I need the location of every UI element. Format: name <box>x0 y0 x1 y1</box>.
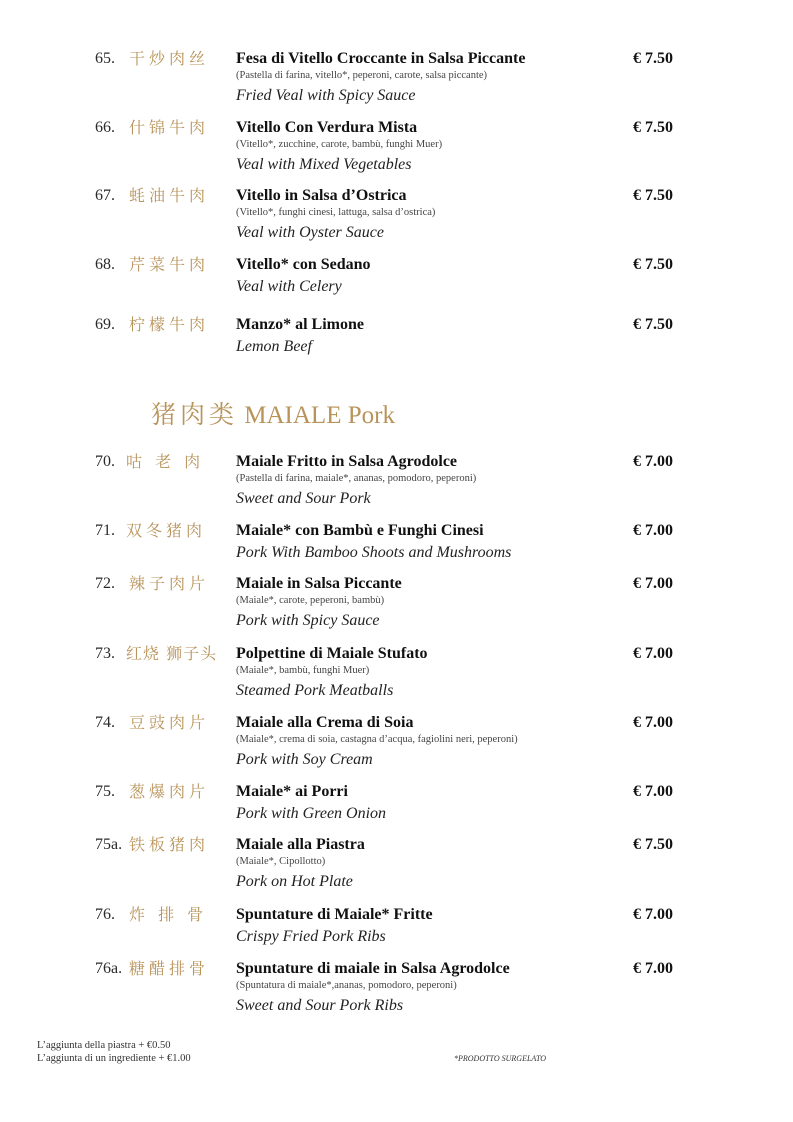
item-ingredients: (Spuntatura di maiale*,ananas, pomodoro, peperoni) <box>236 980 457 991</box>
frozen-product-note: *PRODOTTO SURGELATO <box>454 1054 547 1063</box>
item-number: 76a. <box>95 960 123 977</box>
item-number: 75. <box>95 783 115 800</box>
item-price: € 7.50 <box>633 50 673 67</box>
item-chinese-name: 豆豉肉片 <box>129 713 210 732</box>
item-price: € 7.50 <box>633 187 673 204</box>
item-italian-name: Maiale alla Crema di Soia <box>236 714 414 731</box>
item-english-name: Veal with Celery <box>236 278 342 295</box>
item-price: € 7.50 <box>633 119 673 136</box>
item-chinese-name: 炸 排 骨 <box>129 905 208 924</box>
item-number: 74. <box>95 714 115 731</box>
item-chinese-name: 双冬猪肉 <box>126 521 207 540</box>
section-chinese-title: 猪肉类 <box>151 400 239 429</box>
item-price: € 7.00 <box>633 453 673 470</box>
item-chinese-name: 辣子肉片 <box>129 574 210 593</box>
item-english-name: Pork with Green Onion <box>236 805 387 822</box>
item-english-name: Veal with Mixed Vegetables <box>236 156 412 173</box>
item-english-name: Lemon Beef <box>236 338 312 355</box>
item-chinese-name: 芹菜牛肉 <box>129 255 210 274</box>
item-number: 66. <box>95 119 115 136</box>
item-chinese-name: 红烧 狮子头 <box>126 644 218 663</box>
item-italian-name: Maiale alla Piastra <box>236 836 365 853</box>
item-chinese-name: 咕 老 肉 <box>126 452 205 471</box>
item-number: 65. <box>95 50 115 67</box>
item-price: € 7.50 <box>633 316 673 333</box>
item-italian-name: Maiale* ai Porri <box>236 783 348 800</box>
item-italian-name: Spuntature di Maiale* Fritte <box>236 906 433 923</box>
item-english-name: Fried Veal with Spicy Sauce <box>236 87 416 104</box>
item-price: € 7.00 <box>633 575 673 592</box>
item-italian-name: Fesa di Vitello Croccante in Salsa Piccante <box>236 50 526 67</box>
item-italian-name: Vitello Con Verdura Mista <box>236 119 418 136</box>
item-price: € 7.50 <box>633 256 673 273</box>
item-english-name: Pork With Bamboo Shoots and Mushrooms <box>236 544 512 561</box>
item-number: 75a. <box>95 836 123 853</box>
item-english-name: Pork on Hot Plate <box>236 873 353 890</box>
item-italian-name: Manzo* al Limone <box>236 316 364 333</box>
section-title: MAIALE Pork <box>244 402 395 429</box>
item-english-name: Steamed Pork Meatballs <box>236 682 394 699</box>
item-chinese-name: 蚝油牛肉 <box>129 186 210 205</box>
item-english-name: Sweet and Sour Pork <box>236 490 371 507</box>
item-english-name: Crispy Fried Pork Ribs <box>236 928 386 945</box>
item-italian-name: Vitello* con Sedano <box>236 256 371 273</box>
item-number: 69. <box>95 316 115 333</box>
item-english-name: Veal with Oyster Sauce <box>236 224 384 241</box>
item-price: € 7.00 <box>633 906 673 923</box>
item-ingredients: (Maiale*, carote, peperoni, bambù) <box>236 595 385 606</box>
item-chinese-name: 铁板猪肉 <box>129 835 210 854</box>
item-ingredients: (Maiale*, crema di soia, castagna d’acqua, fagiolini neri, peperoni) <box>236 734 518 745</box>
item-ingredients: (Vitello*, funghi cinesi, lattuga, salsa d’ostrica) <box>236 207 436 218</box>
item-number: 72. <box>95 575 115 592</box>
item-number: 68. <box>95 256 115 273</box>
item-ingredients: (Maiale*, Cipollotto) <box>236 856 326 867</box>
item-italian-name: Spuntature di maiale in Salsa Agrodolce <box>236 960 510 977</box>
item-italian-name: Maiale Fritto in Salsa Agrodolce <box>236 453 458 470</box>
item-chinese-name: 柠檬牛肉 <box>129 315 210 334</box>
item-chinese-name: 糖醋排骨 <box>129 959 210 978</box>
item-ingredients: (Pastella di farina, maiale*, ananas, pomodoro, peperoni) <box>236 473 477 484</box>
item-number: 73. <box>95 645 115 662</box>
item-chinese-name: 葱爆肉片 <box>129 782 210 801</box>
item-number: 76. <box>95 906 115 923</box>
item-italian-name: Maiale in Salsa Piccante <box>236 575 402 592</box>
item-chinese-name: 干炒肉丝 <box>129 49 210 68</box>
item-price: € 7.50 <box>633 836 673 853</box>
item-italian-name: Maiale* con Bambù e Funghi Cinesi <box>236 522 484 539</box>
item-number: 70. <box>95 453 115 470</box>
item-ingredients: (Maiale*, bambù, funghi Muer) <box>236 665 370 676</box>
item-price: € 7.00 <box>633 645 673 662</box>
item-price: € 7.00 <box>633 783 673 800</box>
item-number: 71. <box>95 522 115 539</box>
item-english-name: Pork with Soy Cream <box>236 751 373 768</box>
item-number: 67. <box>95 187 115 204</box>
footer-note-plate: L’aggiunta della piastra + €0.50 <box>37 1040 171 1051</box>
footer-note-ingredient: L’aggiunta di un ingrediente + €1.00 <box>37 1053 191 1064</box>
item-price: € 7.00 <box>633 522 673 539</box>
footer-notes <box>37 1039 191 1065</box>
item-english-name: Sweet and Sour Pork Ribs <box>236 997 404 1014</box>
item-chinese-name: 什锦牛肉 <box>129 118 210 137</box>
item-price: € 7.00 <box>633 714 673 731</box>
item-price: € 7.00 <box>633 960 673 977</box>
item-ingredients: (Vitello*, zucchine, carote, bambù, funghi Muer) <box>236 139 443 150</box>
section-heading-pork <box>151 401 395 430</box>
item-ingredients: (Pastella di farina, vitello*, peperoni, carote, salsa piccante) <box>236 70 488 81</box>
item-italian-name: Polpettine di Maiale Stufato <box>236 645 428 662</box>
item-english-name: Pork with Spicy Sauce <box>236 612 380 629</box>
item-italian-name: Vitello in Salsa d’Ostrica <box>236 187 407 204</box>
